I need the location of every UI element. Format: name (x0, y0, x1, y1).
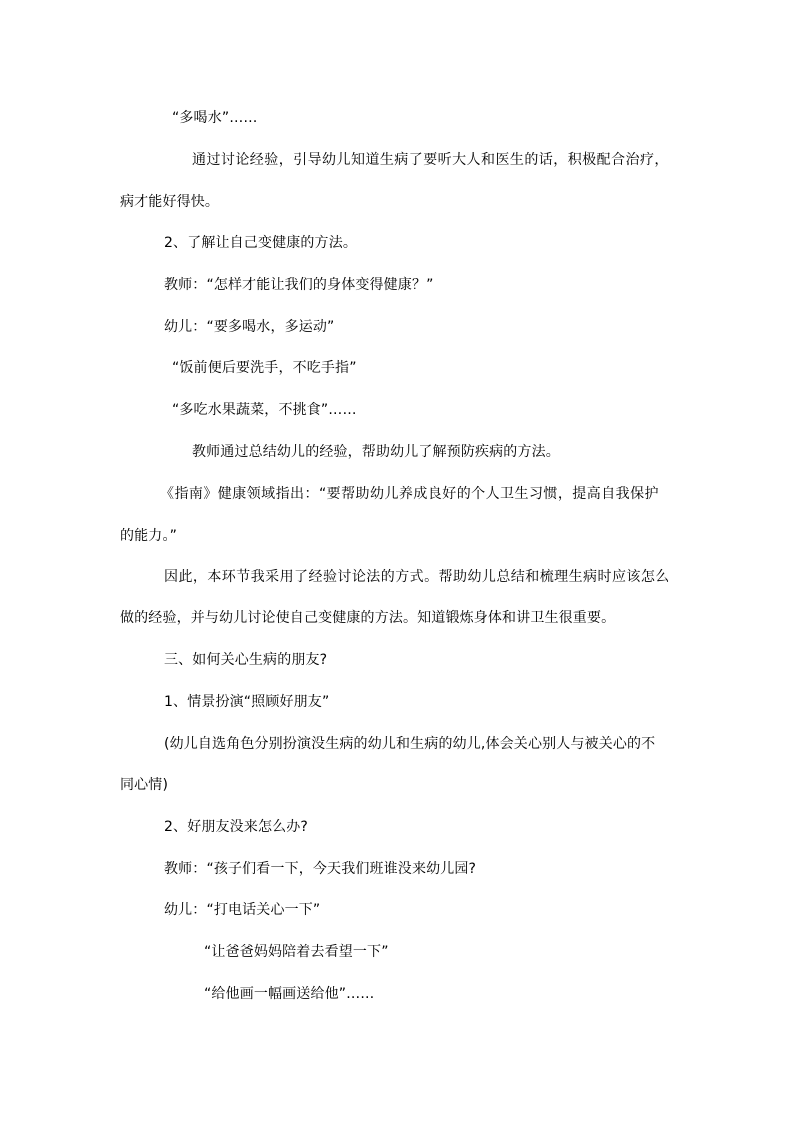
text-line: 因此，本环节我采用了经验讨论法的方式。帮助幼儿总结和梳理生病时应该怎么 (164, 569, 670, 585)
text-line: (幼儿自选角色分别扮演没生病的幼儿和生病的幼儿,体会关心别人与被关心的不 (164, 736, 656, 752)
text-line: “饭前便后要洗手，不吃手指” (172, 360, 357, 376)
text-line: 教师：“孩子们看一下，今天我们班谁没来幼儿园? (164, 861, 477, 877)
text-line: 幼儿：“要多喝水，多运动” (164, 319, 335, 335)
text-line: 教师：“怎样才能让我们的身体变得健康？” (164, 277, 434, 293)
text-line: 教师通过总结幼儿的经验，帮助幼儿了解预防疾病的方法。 (192, 444, 560, 460)
text-line: 同心情) (120, 777, 169, 793)
section-heading: 2、了解让自己变健康的方法。 (164, 235, 358, 251)
text-line: “多吃水果蔬菜，不挑食”…… (172, 402, 357, 418)
text-line: “多喝水”…… (172, 110, 258, 126)
text-line: “给他画一幅画送给他”…… (204, 986, 375, 1002)
section-heading: 1、情景扮演“照顾好朋友” (164, 694, 330, 710)
section-heading: 2、好朋友没来怎么办? (164, 819, 308, 835)
text-line: 幼儿：“打电话关心一下” (164, 902, 321, 918)
text-line: 的能力。” (120, 528, 178, 544)
text-line: 《指南》健康领域指出：“要帮助幼儿养成良好的个人卫生习惯，提高自我保护 (160, 486, 660, 502)
text-line: 做的经验，并与幼儿讨论使自己变健康的方法。知道锻炼身体和讲卫生很重要。 (120, 610, 616, 626)
section-heading: 三、如何关心生病的朋友? (164, 652, 328, 668)
text-line: 通过讨论经验，引导幼儿知道生病了要听大人和医生的话，积极配合治疗， (192, 152, 669, 168)
text-line: 病才能好得快。 (120, 194, 220, 210)
text-line: “让爸爸妈妈陪着去看望一下” (204, 944, 389, 960)
